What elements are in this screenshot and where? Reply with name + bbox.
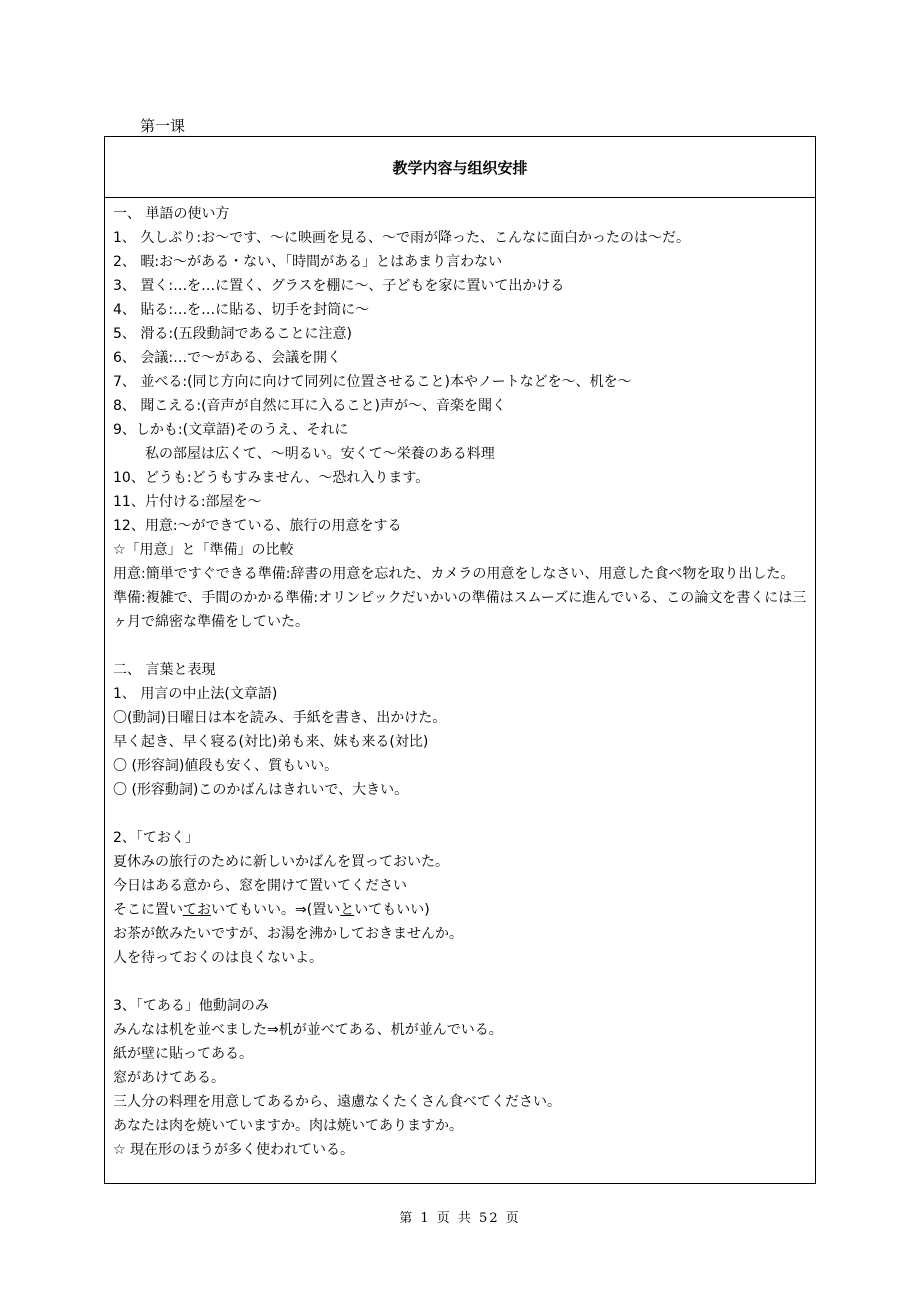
example-line: 窓があけてある。 [113,1070,225,1086]
list-item: 6、 会議:…で～がある、会議を開く [113,350,342,366]
section2-title: 二、 言葉と表現 [113,662,216,678]
list-item: 2、 暇:お～がある・ない、「時間がある」とはあまり言わない [113,254,503,270]
lesson-table [104,136,816,1184]
list-item-example: 私の部屋は広くて、～明るい。安くて～栄養のある料理 [145,446,495,462]
list-item: 7、 並べる:(同じ方向に向けて同列に位置させること)本やノートなどを～、机を～ [113,374,632,390]
underlined-text: お [197,902,211,918]
example-line: 〇(動詞)日曜日は本を読み、手紙を書き、出かけた。 [113,710,447,726]
example-line: 夏休みの旅行のために新しいかばんを買っておいた。 [113,854,449,870]
text-part: いてもいい。⇒(置い [211,902,341,918]
example-line: あなたは肉を焼いていますか。肉は焼いてありますか。 [113,1118,463,1134]
list-item: 5、 滑る:(五段動詞であることに注意) [113,326,352,342]
section1-title: 一、 単語の使い方 [113,206,230,222]
text-part: そこに置い [113,902,183,918]
example-line: 早く起き、早く寝る(対比)弟も来、妹も来る(対比) [113,734,429,750]
sub1-title: 1、 用言の中止法(文章語) [113,686,278,702]
sub3-title: 3、「てある」他動詞のみ [113,998,269,1014]
list-item: 11、片付ける:部屋を～ [113,494,262,510]
example-line: 人を待っておくのは良くないよ。 [113,950,323,966]
example-line-underlined [113,898,807,922]
list-item: 3、 置く:…を…に置く、グラスを棚に～、子どもを家に置いて出かける [113,278,565,294]
example-line: 今日はある意から、窓を開けて置いてください [113,878,407,894]
underlined-text: と [340,902,355,918]
note-line: ☆ 現在形のほうが多く使われている。 [113,1142,354,1158]
example-line: 〇 (形容詞)値段も安く、質もいい。 [113,758,339,774]
example-line: お茶が飲みたいですが、お湯を沸かしておきませんか。 [113,926,463,942]
youi-text: 用意:簡単ですぐできる準備:辞書の用意を忘れた、カメラの用意をしなさい、用意した食べ物を取り出した。 [113,566,795,582]
list-item: 10、どうも:どうもすみません、～恐れ入ります。 [113,470,430,486]
example-line: 紙が壁に貼ってある。 [113,1046,253,1062]
list-item: 4、 貼る:…を…に貼る、切手を封筒に～ [113,302,370,318]
example-line: 三人分の料理を用意してあるから、遠慮なくたくさん食べてください。 [113,1094,561,1110]
table-header: 教学内容与组织安排 [105,137,815,198]
underlined-text: て [183,902,197,918]
list-item: 12、用意:～ができている、旅行の用意をする [113,518,402,534]
junbi-text: 準備:複雑で、手間のかかる準備:オリンピックだいかいの準備はスムーズに進んでいる、この論文を書くには三ヶ月で綿密な準備をしていた。 [113,590,807,630]
page-footer: 第 1 页 共 52 页 [399,1211,521,1226]
sub2-title: 2、「ておく」 [113,830,199,846]
compare-title: ☆「用意」と「準備」の比較 [113,542,294,558]
example-line: 〇 (形容動詞)このかばんはきれいで、大きい。 [113,782,409,798]
table-content [105,198,815,1162]
list-item: 8、 聞こえる:(音声が自然に耳に入ること)声が～、音楽を聞く [113,398,506,414]
list-item: 1、 久しぶり:お～です、～に映画を見る、～で雨が降った、こんなに面白かったのは～だ。 [113,230,690,246]
lesson-label: 第一课 [140,117,186,135]
text-part: いてもいい) [354,902,430,918]
list-item: 9、しかも:(文章語)そのうえ、それに [113,422,349,438]
example-line: みんなは机を並べました⇒机が並べてある、机が並んでいる。 [113,1022,503,1038]
